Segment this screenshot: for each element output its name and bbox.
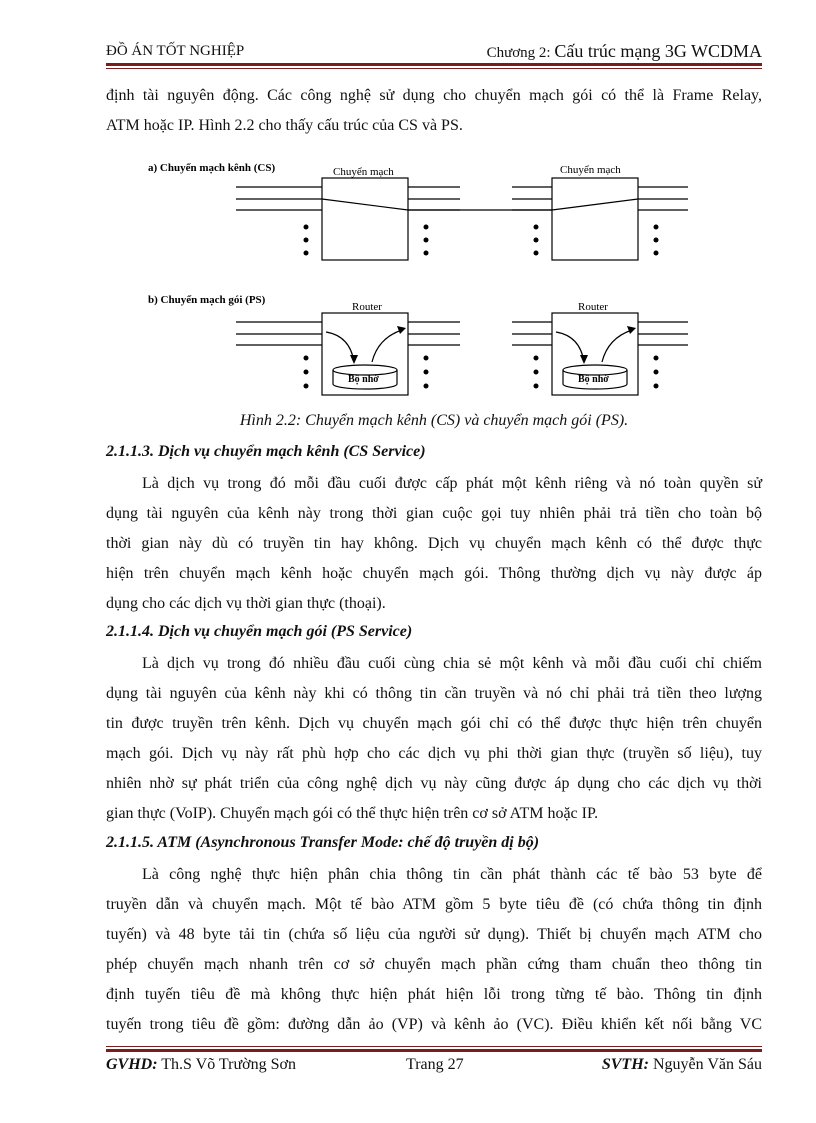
- figure-label-cs: a) Chuyển mạch kênh (CS): [148, 162, 276, 174]
- arrow-out-memory-left: [372, 330, 402, 362]
- text-line: thời gian này dù có truyền tin hay không. Dịch vụ chuyển mạch kênh có thể được thực: [106, 535, 762, 552]
- memory-label-left: Bộ nhớ: [348, 374, 379, 385]
- section-heading: 2.1.1.5. ATM (Asynchronous Transfer Mode: chế độ truyền dị bộ): [106, 834, 540, 851]
- footer-rule-thin: [106, 1046, 762, 1047]
- switch-box-left: [322, 178, 408, 260]
- text-line: định tài nguyên động. Các công nghệ sử dụng cho chuyển mạch gói có thể là Frame Relay,: [106, 87, 762, 104]
- header-title: ĐỒ ÁN TỐT NGHIỆP: [106, 43, 245, 59]
- footer-advisor-label: GVHD:: [106, 1056, 158, 1073]
- switch-label-left: Chuyển mạch: [333, 166, 394, 178]
- memory-label-right: Bộ nhớ: [578, 374, 609, 385]
- footer-student-name: Nguyễn Văn Sáu: [648, 1056, 762, 1073]
- figure-cs-ps-diagram: [140, 148, 700, 410]
- text-line: dụng tài nguyên của kênh này khi có thông tin cần truyền và nó chỉ phải trả tiền theo lượng: [106, 685, 762, 702]
- text-line: phép chuyển mạch nhanh trên cơ sở chuyển mạch phần cứng tham chuẩn theo thông tin: [106, 956, 762, 973]
- text-line: dụng tài nguyên của kênh này trong thời gian cuộc gọi tuy nhiên phải trả tiền cho toàn bộ: [106, 505, 762, 522]
- text-line: dụng cho các dịch vụ thời gian thực (thoại).: [106, 595, 386, 612]
- header-chapter-prefix: Chương 2:: [486, 45, 555, 61]
- page-number: Trang 27: [406, 1056, 464, 1073]
- header-rule-thin: [106, 68, 762, 69]
- text-line: hiện trên chuyển mạch kênh hoặc chuyển mạch gói. Thông thường dịch vụ này được áp: [106, 565, 762, 582]
- arrow-into-memory-right: [556, 332, 584, 362]
- arrow-into-memory-left: [326, 332, 354, 362]
- text-line: ATM hoặc IP. Hình 2.2 cho thấy cấu trúc của CS và PS.: [106, 117, 463, 134]
- text-line: Là công nghệ thực hiện phân chia thông tin cần phát thành các tế bào 53 byte để: [142, 866, 762, 883]
- footer-student: [602, 1056, 762, 1074]
- figure-caption: Hình 2.2: Chuyển mạch kênh (CS) và chuyển mạch gói (PS).: [239, 412, 629, 429]
- router-label-right: Router: [578, 301, 608, 313]
- header-chapter: [487, 41, 762, 62]
- text-line: định tuyến tiêu đề mà không thực hiện phát hiện lỗi trong từng tế bào. Thông tin định: [106, 986, 762, 1003]
- page-header: [106, 38, 762, 64]
- text-line: tuyến) và 48 byte tải tin (chứa số liệu của người sử dụng). Thiết bị chuyển mạch ATM cho: [106, 926, 762, 943]
- section-paragraph: [106, 860, 762, 1040]
- header-rule-thick: [106, 63, 762, 66]
- switch-label-right: Chuyển mạch: [560, 164, 621, 176]
- text-line: tin được truyền trên kênh. Dịch vụ chuyển mạch gói chỉ có thể được thực hiện trên chuyển: [106, 715, 762, 732]
- section-paragraph: [106, 649, 762, 829]
- arrow-out-memory-right: [602, 330, 632, 362]
- switch-box-right: [552, 178, 638, 260]
- section-paragraph: [106, 469, 762, 619]
- footer-advisor-name: Th.S Võ Trường Sơn: [157, 1056, 296, 1073]
- text-line: truyền dẫn và chuyển mạch. Một tế bào ATM gồm 5 byte tiêu đề (có chứa thông tin định: [106, 896, 762, 913]
- section-heading: 2.1.1.4. Dịch vụ chuyển mạch gói (PS Service): [106, 623, 413, 640]
- text-line: Là dịch vụ trong đó mỗi đầu cuối được cấp phát một kênh riêng và nó toàn quyền sử: [142, 475, 762, 492]
- text-line: tuyến trong tiêu đề gồm: đường dẫn ảo (VP) và kênh ảo (VC). Điều khiển kết nối bằng VC: [106, 1016, 762, 1033]
- footer-rule-thick: [106, 1049, 762, 1052]
- page-footer: [106, 1056, 762, 1080]
- text-line: mạch gói. Dịch vụ này rất phù hợp cho các dịch vụ phi thời gian thực (truyền số liệu), tuy: [106, 745, 762, 762]
- footer-advisor: [106, 1056, 296, 1074]
- header-chapter-title: Cấu trúc mạng 3G WCDMA: [554, 41, 762, 61]
- text-line: Là dịch vụ trong đó nhiều đầu cuối cùng chia sẻ một kênh và mỗi đầu cuối chỉ chiếm: [142, 655, 762, 672]
- intro-paragraph: [106, 81, 762, 141]
- text-line: gian thực (VoIP). Chuyển mạch gói có thể thực hiện trên cơ sở ATM hoặc IP.: [106, 805, 599, 822]
- figure-label-ps: b) Chuyển mạch gói (PS): [148, 294, 266, 306]
- section-heading: 2.1.1.3. Dịch vụ chuyển mạch kênh (CS Service): [106, 443, 426, 460]
- footer-student-label: SVTH:: [601, 1056, 649, 1073]
- text-line: nhiên nhờ sự phát triển của công nghệ dịch vụ này cũng được áp dụng cho các dịch vụ thời: [106, 775, 762, 792]
- router-label-left: Router: [352, 301, 382, 313]
